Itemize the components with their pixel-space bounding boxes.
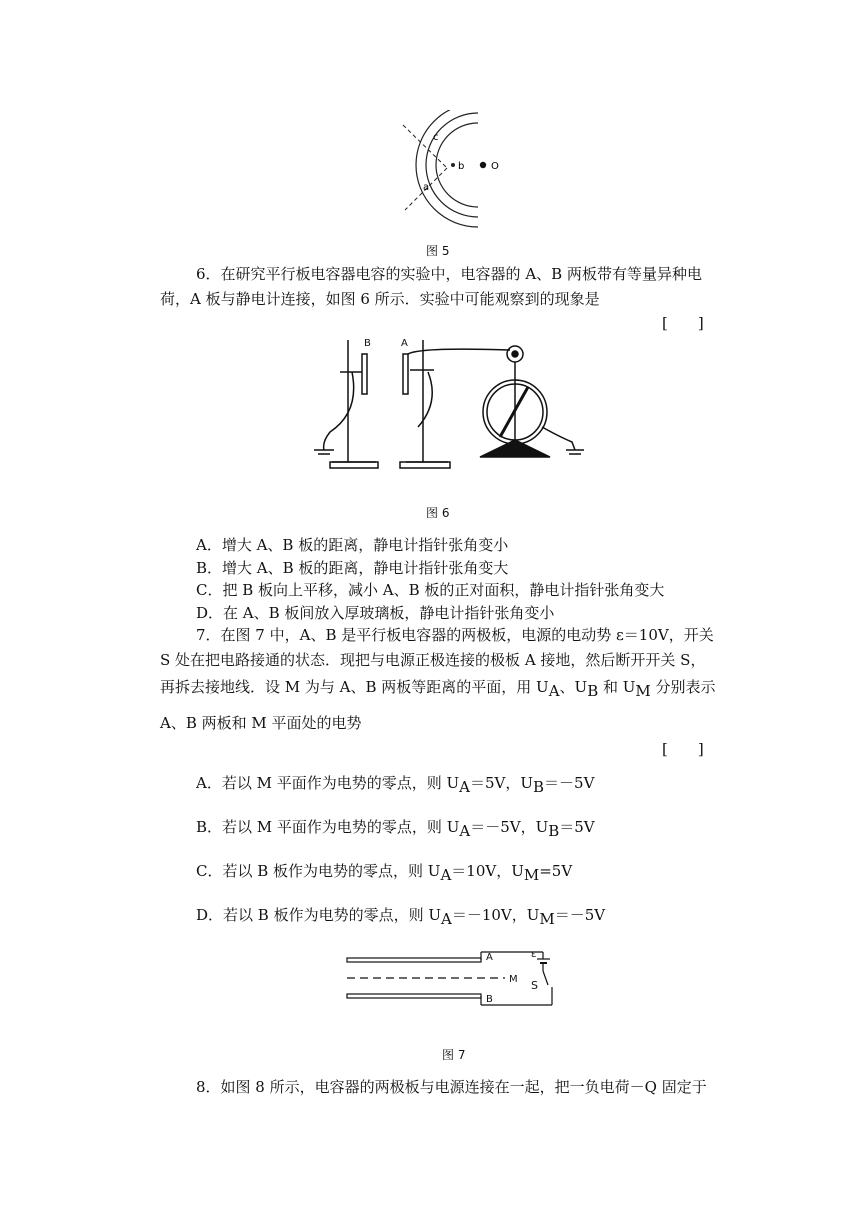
q6-line-1: 6．在研究平行板电容器电容的实验中，电容器的 A、B 两板带有等量异种电 (196, 265, 702, 283)
q6-answer-bracket: [ ] (662, 314, 704, 332)
q7-option-c: C．若以 B 板作为电势的零点，则 $U_A=10V$，$U_M=5V$ (196, 862, 573, 884)
fig6-label-a: A (401, 338, 408, 349)
q6-option-b: B．增大 A、B 板的距离，静电计指针张角变大 (196, 559, 509, 577)
fig7-label-s: S (531, 979, 538, 992)
q7-answer-bracket: [ ] (662, 740, 704, 758)
fig6-label-b: B (364, 338, 371, 349)
q7-line-1: 7．在图 7 中，A、B 是平行板电容器的两极板，电源的电动势 ε＝10V，开关 (196, 626, 714, 644)
figure-7-caption: 图 7 (442, 1048, 466, 1062)
fig7-label-m: M (509, 974, 518, 985)
fig5-label-o: O (491, 161, 499, 172)
q6-option-d: D．在 A、B 板间放入厚玻璃板，静电计指针张角变小 (196, 604, 555, 622)
figure-5-caption: 图 5 (426, 244, 450, 258)
figure-5-diagram (395, 110, 515, 230)
q6-option-a: A．增大 A、B 板的距离，静电计指针张角变小 (196, 536, 509, 554)
fig7-label-eps: ε (531, 949, 537, 960)
figure-6-diagram (310, 332, 590, 477)
q7-option-d: D．若以 B 板作为电势的零点，则 $U_A=-10V$，$U_M=-5V$ (196, 906, 606, 928)
q6-line-2: 荷，A 板与静电计连接，如图 6 所示．实验中可能观察到的现象是 (160, 290, 600, 308)
fig7-label-b: B (486, 994, 493, 1005)
fig7-label-a: A (486, 952, 493, 963)
q7-line-4: A、B 两板和 M 平面处的电势 (160, 714, 362, 732)
q7-option-b: B．若以 M 平面作为电势的零点，则 $U_A=-5V$，$U_B=5V$ (196, 818, 595, 840)
q7-line-2: S 处在把电路接通的状态．现把与电源正极连接的极板 A 接地，然后断开开关 S， (160, 651, 706, 669)
fig5-label-b: b (458, 161, 465, 172)
q7-option-a: A．若以 M 平面作为电势的零点，则 $U_A=5V$，$U_B=-5V$ (196, 774, 595, 796)
figure-7-diagram (345, 945, 560, 1010)
q6-option-c: C．把 B 板向上平移，减小 A、B 板的正对面积，静电计指针张角变大 (196, 581, 665, 599)
fig5-label-a: a (423, 182, 430, 193)
q8-line-1: 8．如图 8 所示，电容器的两极板与电源连接在一起，把一负电荷－Q 固定于 (196, 1078, 707, 1096)
q7-line-3: 再拆去接地线．设 M 为与 A、B 两板等距离的平面，用 $U_A$、$U_B$ 和 $U_M$ 分别表示 (160, 678, 716, 700)
fig5-label-c: c (433, 132, 439, 143)
figure-6-caption: 图 6 (426, 506, 450, 520)
